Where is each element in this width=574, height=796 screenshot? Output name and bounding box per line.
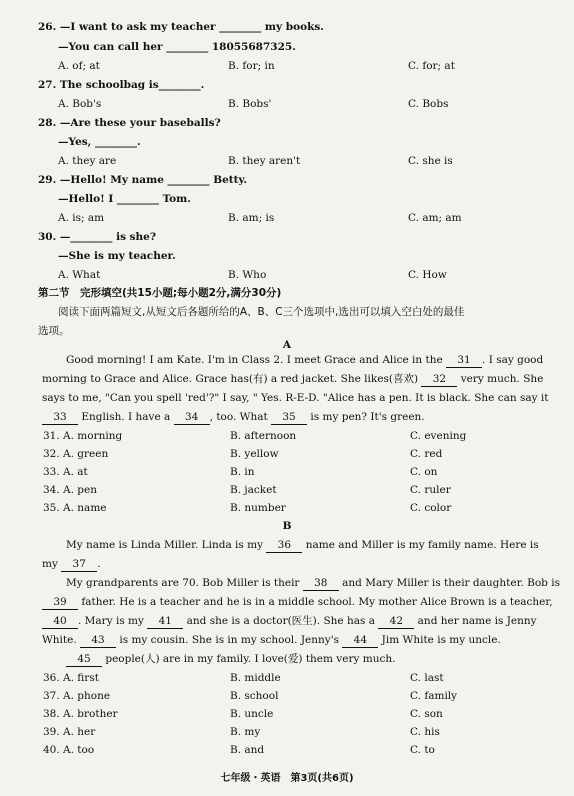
blank-42: 42 (378, 614, 414, 629)
q29-stem: 29. —Hello! My name ________ Betty. (38, 174, 247, 186)
option-36-a: 36. A. first (43, 672, 99, 684)
q27-option-a: A. Bob's (58, 98, 102, 110)
option-40-a: 40. A. too (43, 744, 95, 756)
passage-b-label: B (282, 520, 292, 532)
passage-b-line: my 37 . (42, 558, 101, 570)
q29-option-c: C. am; am (408, 212, 462, 224)
option-32-b: B. yellow (230, 448, 279, 460)
option-40-b: B. and (230, 744, 265, 756)
passage-b-line: 39 father. He is a teacher and he is in a middle school. My mother Alice Brown is a teacher, (42, 595, 553, 610)
passage-a-line: Good morning! I am Kate. I'm in Class 2. I meet Grace and Alice in the 31 . I say good (66, 354, 544, 366)
option-34-a: 34. A. pen (43, 484, 97, 496)
option-37-a: 37. A. phone (43, 690, 111, 702)
blank-41: 41 (147, 614, 183, 629)
q29-option-a: A. is; am (58, 212, 105, 224)
blank-38: 38 (303, 576, 339, 591)
passage-b-line: My name is Linda Miller. Linda is my 36 name and Miller is my family name. Here is (66, 539, 539, 551)
option-33-c: C. on (410, 466, 438, 478)
q26-option-b: B. for; in (228, 60, 275, 72)
option-38-a: 38. A. brother (43, 708, 118, 720)
option-40-c: C. to (410, 744, 435, 756)
blank-34: 34 (174, 410, 210, 425)
option-35-c: C. color (410, 502, 452, 514)
option-31-a: 31. A. morning (43, 430, 123, 442)
blank-35: 35 (271, 410, 307, 425)
q27-option-b: B. Bobs' (228, 98, 272, 110)
q29-reply: —Hello! I ________ Tom. (58, 193, 191, 205)
q30-stem: 30. —________ is she? (38, 231, 157, 243)
passage-a-line: morning to Grace and Alice. Grace has(有) a red jacket. She likes(喜欢) 32 very much. She (42, 373, 544, 385)
option-35-b: B. number (230, 502, 286, 514)
q28-option-c: C. she is (408, 155, 453, 167)
section-heading: 第二节 完形填空(共15小题;每小题2分,满分30分) (38, 287, 282, 299)
page-footer: 七年级・英语 第3页(共6页) (220, 773, 354, 784)
q28-stem: 28. —Are these your baseballs? (38, 117, 221, 129)
blank-33: 33 (42, 410, 78, 425)
option-38-b: B. uncle (230, 708, 274, 720)
section-instruction: 阅读下面两篇短文,从短文后各题所给的A、B、C三个选项中,选出可以填入空白处的最佳 (58, 306, 465, 318)
q26-option-a: A. of; at (58, 60, 100, 72)
q30-option-b: B. Who (228, 269, 267, 281)
q30-option-c: C. How (408, 269, 447, 281)
blank-43: 43 (80, 633, 116, 648)
q30-reply: —She is my teacher. (58, 250, 176, 262)
blank-36: 36 (266, 538, 302, 553)
blank-40: 40 (42, 614, 78, 629)
q27-stem: 27. The schoolbag is________. (38, 79, 205, 91)
q27-option-c: C. Bobs (408, 98, 449, 110)
option-34-b: B. jacket (230, 484, 277, 496)
option-35-a: 35. A. name (43, 502, 107, 514)
option-31-b: B. afternoon (230, 430, 297, 442)
option-39-b: B. my (230, 726, 261, 738)
option-37-c: C. family (410, 690, 458, 702)
option-32-a: 32. A. green (43, 448, 109, 460)
option-37-b: B. school (230, 690, 279, 702)
option-38-c: C. son (410, 708, 443, 720)
passage-a-label: A (282, 339, 292, 351)
blank-44: 44 (342, 633, 378, 648)
option-32-c: C. red (410, 448, 443, 460)
blank-37: 37 (61, 557, 97, 572)
passage-a-line: 33 English. I have a 34 , too. What 35 is my pen? It's green. (42, 410, 425, 425)
q26-stem: 26. —I want to ask my teacher ________ my books. (38, 21, 324, 33)
option-33-a: 33. A. at (43, 466, 88, 478)
blank-45: 45 (66, 652, 102, 667)
blank-31: 31 (446, 353, 482, 368)
blank-39: 39 (42, 595, 78, 610)
passage-a-line: says to me, "Can you spell 'red'?" I say, " Yes. R-E-D. "Alice has a pen. It is black. She can say it (42, 392, 549, 404)
section-instruction-cont: 选项。 (38, 325, 70, 337)
passage-b-line: 40 . Mary is my 41 and she is a doctor(医生). She has a 42 and her name is Jenny (42, 614, 537, 629)
q28-reply: —Yes, ________. (58, 136, 141, 148)
passage-b-line: White. 43 is my cousin. She is in my school. Jenny's 44 Jim White is my uncle. (42, 634, 501, 646)
option-39-a: 39. A. her (43, 726, 96, 738)
passage-b-line: 45 people(人) are in my family. I love(爱) them very much. (66, 652, 395, 667)
q26-option-c: C. for; at (408, 60, 455, 72)
option-34-c: C. ruler (410, 484, 451, 496)
q26-reply: —You can call her ________ 18055687325. (58, 41, 296, 53)
option-39-c: C. his (410, 726, 440, 738)
option-36-b: B. middle (230, 672, 281, 684)
blank-32: 32 (421, 372, 457, 387)
passage-b-line: My grandparents are 70. Bob Miller is their 38 and Mary Miller is their daughter. Bob is (66, 577, 560, 589)
q28-option-b: B. they aren't (228, 155, 301, 167)
q28-option-a: A. they are (58, 155, 117, 167)
option-33-b: B. in (230, 466, 255, 478)
option-36-c: C. last (410, 672, 444, 684)
option-31-c: C. evening (410, 430, 467, 442)
q29-option-b: B. am; is (228, 212, 275, 224)
q30-option-a: A. What (58, 269, 101, 281)
